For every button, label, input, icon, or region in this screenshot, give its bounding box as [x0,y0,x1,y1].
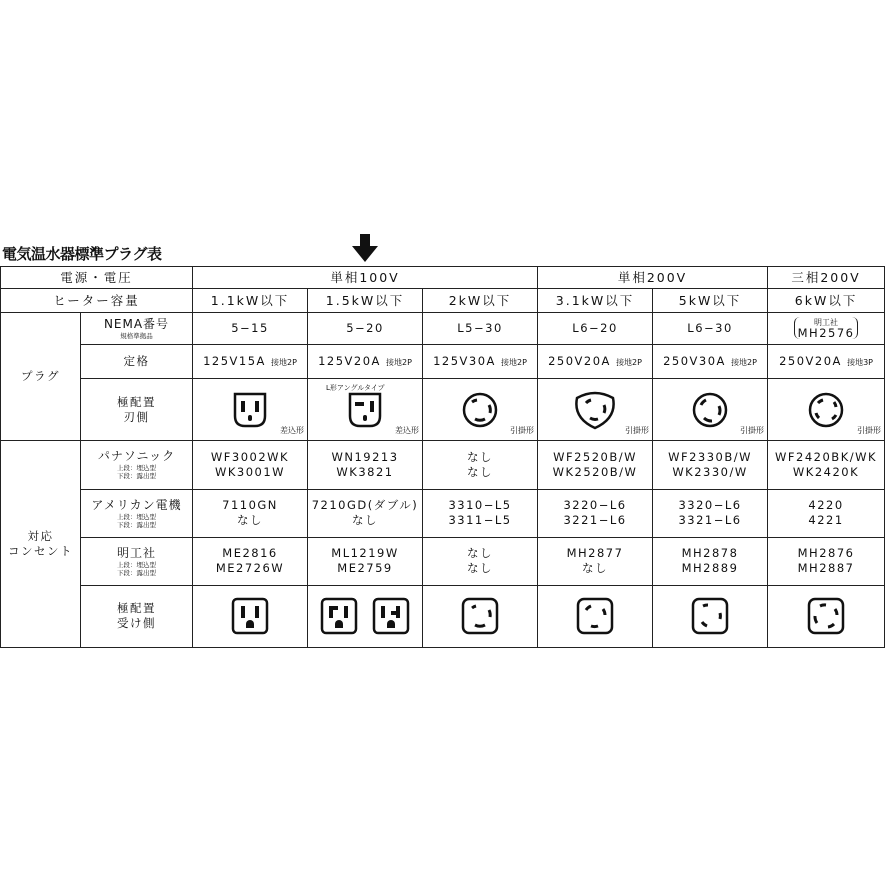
header-single-200v: 単相200V [538,267,768,289]
outlet-pole-cell [653,585,768,647]
plug-type-note: 引掛形 [625,425,650,435]
meiko-label: 明工社 [117,545,157,560]
header-three-200v: 三相200V [768,267,885,289]
panasonic-cell: WF2420BK/WK WK2420K [768,441,885,489]
american-cell: 3220−L6 3221−L6 [538,489,653,537]
panasonic-cell: なし なし [423,441,538,489]
rating-cell [308,345,423,379]
plug-type-note: 差込形 [280,425,305,435]
nema-cell-meiko [768,313,885,345]
plug-l6-30-icon [691,391,729,429]
nema-cell: 5−15 [193,313,308,345]
plug-type-note: 差込形 [395,425,420,435]
nema-sublabel: 規格準拠品 [120,332,153,341]
panasonic-label-cell: パナソニック 上段：埋込型 下段：露出型 [81,441,193,489]
capacity-cell: 1.1kW以下 [193,289,308,313]
outlet-5-20-icon [320,597,358,635]
nema-cell: L6−20 [538,313,653,345]
capacity-cell: 6kW以下 [768,289,885,313]
rating-cell [768,345,885,379]
rating-pole: 接地2P [501,357,527,367]
nema-cell: L5−30 [423,313,538,345]
plug-type-note: 引掛形 [857,425,882,435]
panasonic-cell: WF2520B/W WK2520B/W [538,441,653,489]
angle-type-note: L形アングルタイプ [326,383,385,392]
rating-value: 250V30A [663,353,726,368]
rating-cell [653,345,768,379]
meiko-label-cell: 明工社 上段：埋込型 下段：露出型 [81,537,193,585]
meiko-cell: MH2877 なし [538,537,653,585]
outlet-pole-cell [193,585,308,647]
page-title: 電気温水器標準プラグ表 [2,245,162,263]
outlet-pole-cell [423,585,538,647]
outlet-pole-label: 極配置 受け側 [81,585,193,647]
outlet-3p-icon [807,597,845,635]
plug-pole-cell [308,379,423,441]
american-cell: 3310−L5 3311−L5 [423,489,538,537]
plug-pole-cell [538,379,653,441]
capacity-cell: 2kW以下 [423,289,538,313]
plug-table [0,266,885,648]
american-cell: 7110GN なし [193,489,308,537]
capacity-cell: 3.1kW以下 [538,289,653,313]
meiko-cell: ME2816 ME2726W [193,537,308,585]
panasonic-cell: WF3002WK WK3001W [193,441,308,489]
nema-meiko-model: MH2576 [797,325,855,340]
plug-pole-cell [768,379,885,441]
rating-cell [193,345,308,379]
rating-pole: 接地2P [731,357,757,367]
plug-l5-30-icon [461,391,499,429]
outlet-pole-cell [768,585,885,647]
rating-cell [538,345,653,379]
plug-group-label: プラグ [1,313,81,441]
nema-label: NEMA番号 [103,317,170,332]
plug-pole-cell [193,379,308,441]
nema-meiko-maker: 明工社 [814,317,839,327]
outlet-pole-cell [538,585,653,647]
plug-pole-cell [653,379,768,441]
meiko-cell: なし なし [423,537,538,585]
rating-value: 125V30A [433,353,496,368]
outlet-l5-30-icon [461,597,499,635]
outlet-5-15-icon [231,597,269,635]
panasonic-label: パナソニック [97,449,176,464]
outlet-group-label: 対応 コンセント [1,441,81,648]
meiko-cell: MH2878 MH2889 [653,537,768,585]
american-label-cell: アメリカン電機 上段：埋込型 下段：露出型 [81,489,193,537]
plug-5-15-icon [231,392,269,428]
american-cell: 4220 4221 [768,489,885,537]
plug-3p-icon [807,391,845,429]
rating-pole: 接地2P [271,357,297,367]
rating-cell [423,345,538,379]
outlet-pole-cell [308,585,423,647]
plug-pole-label: 極配置 刃側 [81,379,193,441]
rating-pole: 接地2P [386,357,412,367]
capacity-cell: 1.5kW以下 [308,289,423,313]
nema-label-cell [81,313,193,345]
rating-pole: 接地3P [847,357,873,367]
plug-5-20-icon [346,392,384,428]
panasonic-cell: WF2330B/W WK2330/W [653,441,768,489]
header-single-100v: 単相100V [193,267,538,289]
rating-value: 250V20A [779,353,842,368]
header-power-voltage: 電源・電圧 [1,267,193,289]
american-cell: 7210GD(ダブル) なし [308,489,423,537]
outlet-l6-30-icon [691,597,729,635]
meiko-cell: MH2876 MH2887 [768,537,885,585]
outlet-l6-20-icon [576,597,614,635]
down-arrow-icon [352,234,378,262]
outlet-5-20-duplex-icon [372,597,410,635]
rating-label: 定格 [81,345,193,379]
plug-type-note: 引掛形 [740,425,765,435]
plug-l6-20-icon [573,390,617,430]
plug-type-note: 引掛形 [510,425,535,435]
nema-cell: 5−20 [308,313,423,345]
american-label: アメリカン電機 [91,497,182,512]
nema-cell: L6−30 [653,313,768,345]
rating-value: 125V20A [318,353,381,368]
panasonic-cell: WN19213 WK3821 [308,441,423,489]
header-heater-capacity: ヒーター容量 [1,289,193,313]
rating-value: 125V15A [203,353,266,368]
plug-pole-cell [423,379,538,441]
rating-pole: 接地2P [616,357,642,367]
meiko-cell: ML1219W ME2759 [308,537,423,585]
capacity-cell: 5kW以下 [653,289,768,313]
american-cell: 3320−L6 3321−L6 [653,489,768,537]
rating-value: 250V20A [548,353,611,368]
